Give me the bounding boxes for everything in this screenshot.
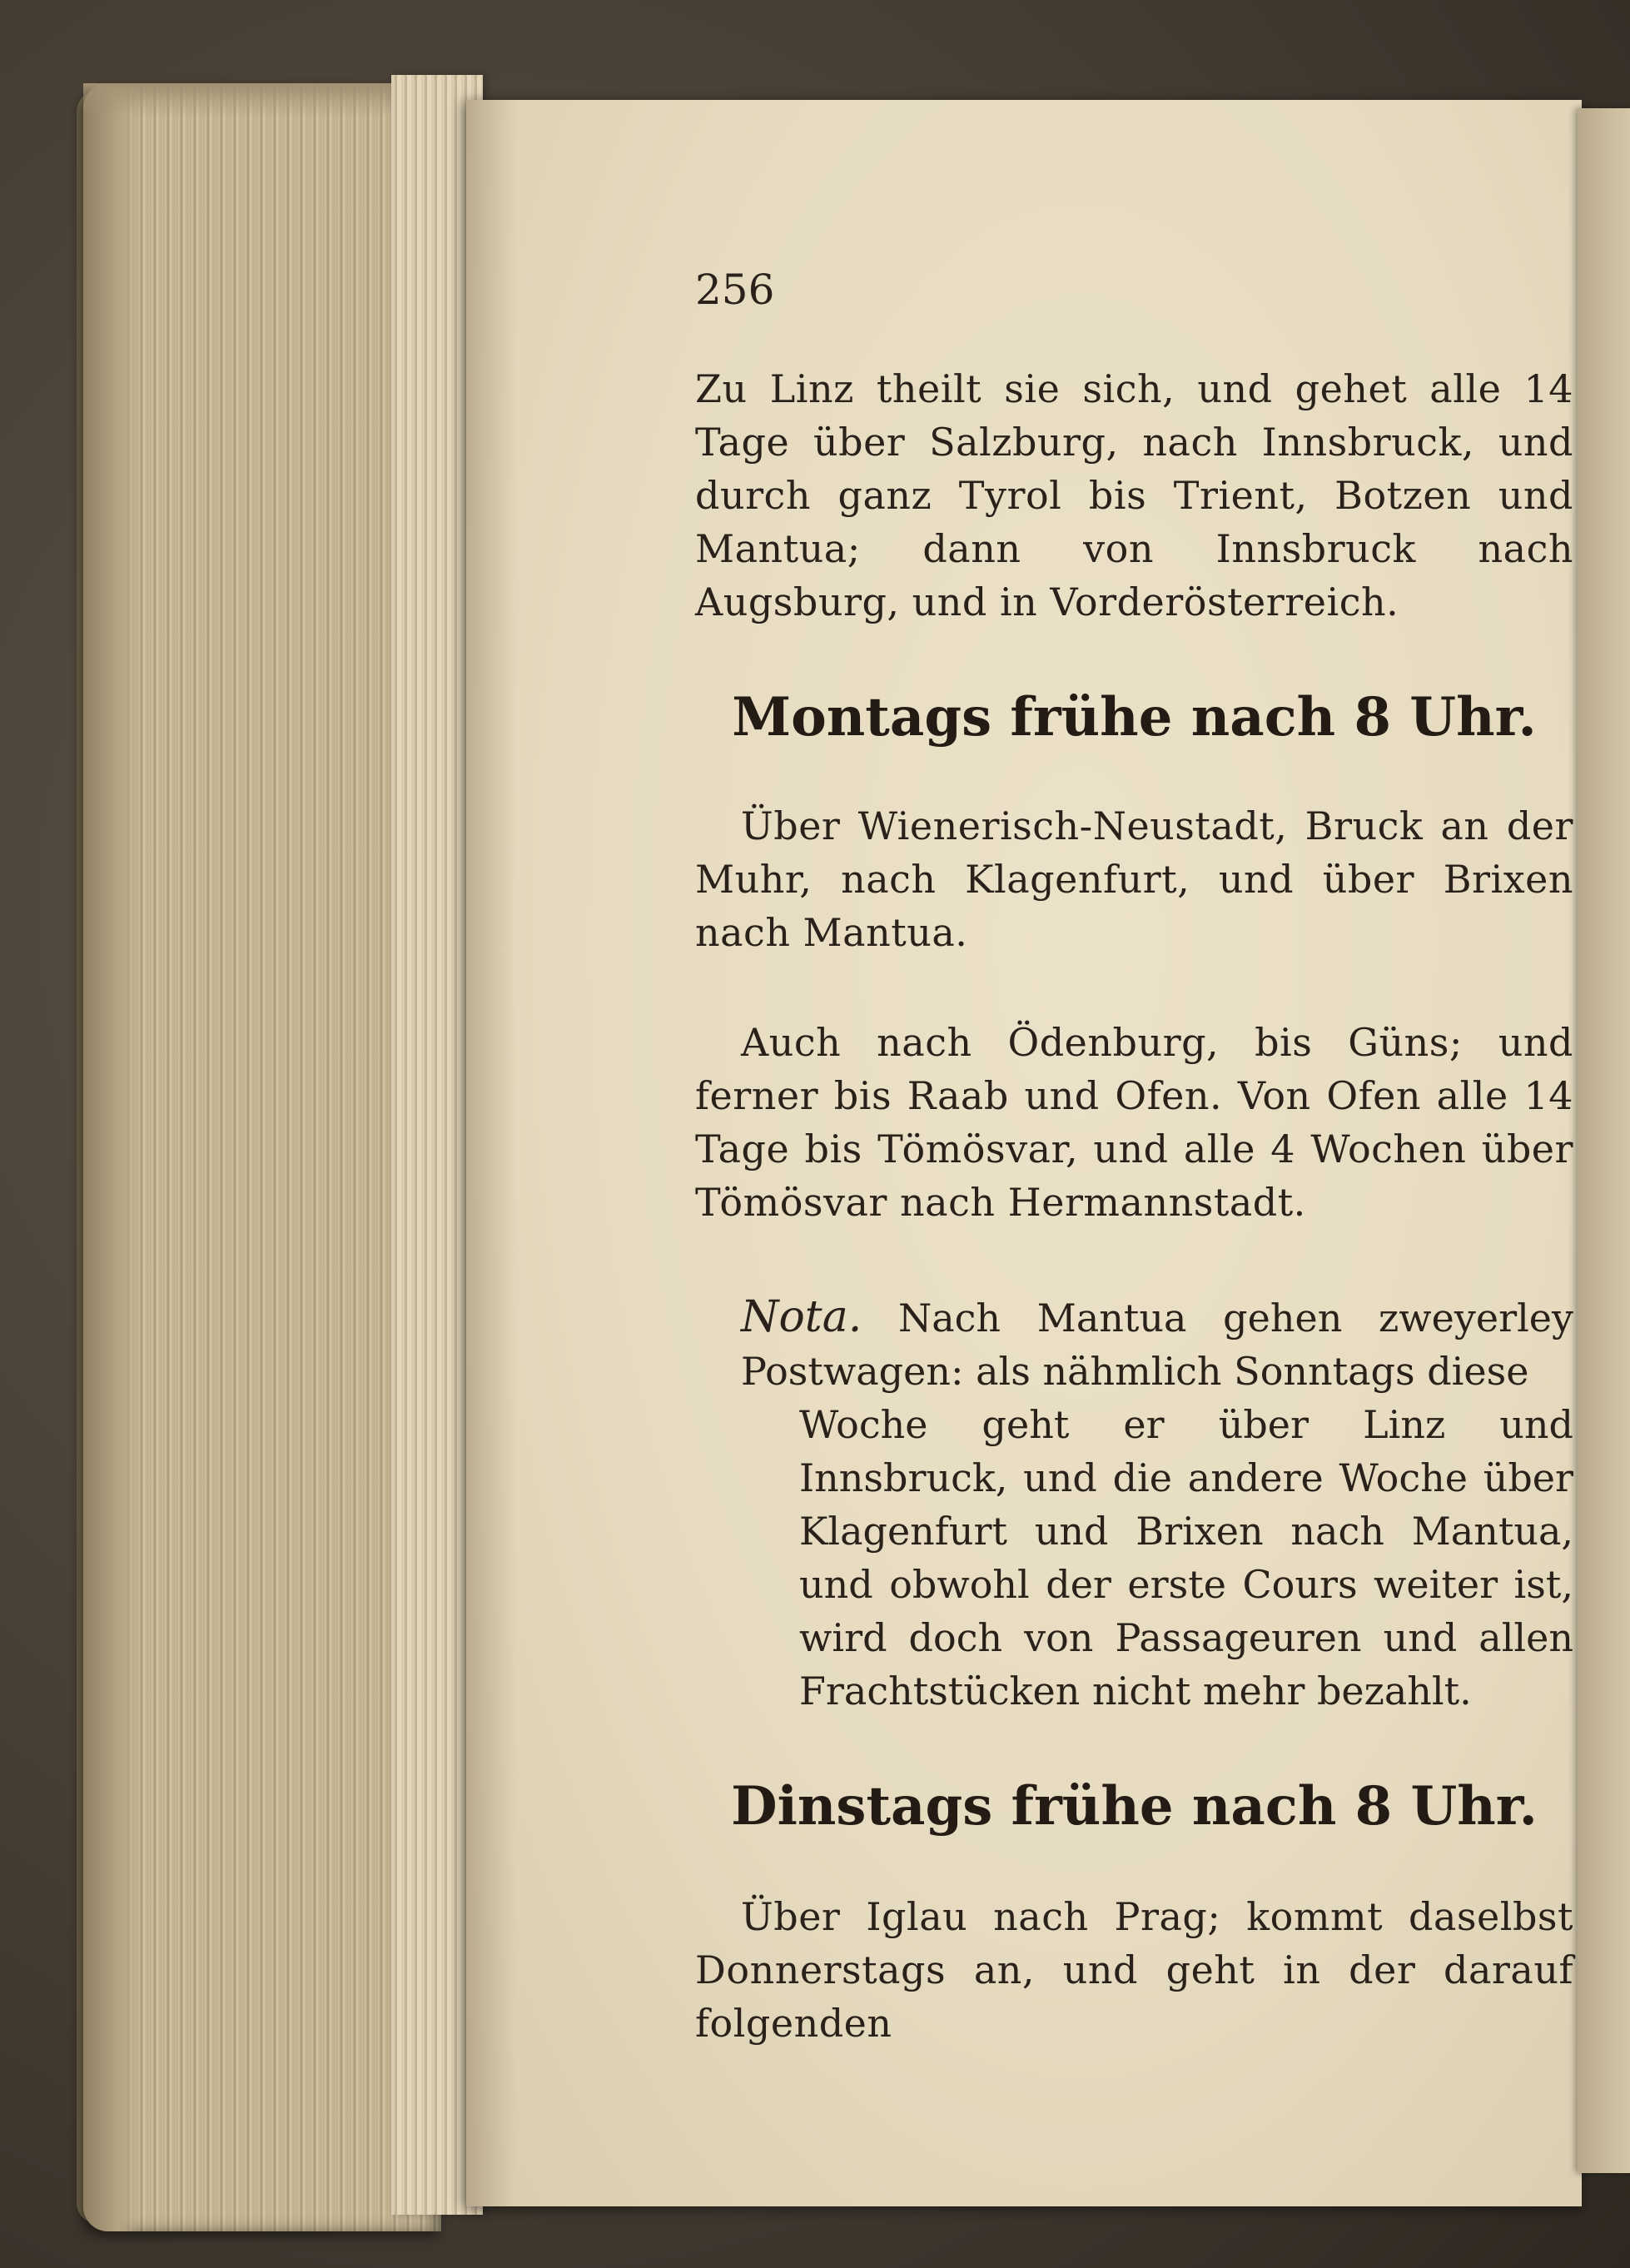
paragraph-neustadt-route: Über Wienerisch-Neustadt, Bruck an der Muhr, nach Klagenfurt, und über Brixen nach Mantua. [695, 803, 1573, 955]
nota-body: Woche geht er über Linz und Innsbruck, und die andere Woche über Klagenfurt und Brixen nach Mantua, und obwohl der erste Cours weiter ist, wird doch von Passageuren und allen Frachtstücken nicht mehr bezahlt. [799, 1402, 1573, 1713]
nota-first-text: Nach Mantua gehen zweyerley Postwagen: als nähmlich Sonntags diese [741, 1296, 1573, 1394]
heading-text: Montags frühe nach 8 Uhr. [732, 686, 1537, 749]
paragraph-iglau-route: Über Iglau nach Prag; kommt daselbst Donnerstags an, und geht in der darauf folgenden [695, 1894, 1573, 2046]
nota-block [741, 1291, 1573, 1718]
section-heading-monday [695, 684, 1573, 751]
paragraph-oedenburg-route: Auch nach Ödenburg, bis Güns; und ferner bis Raab und Ofen. Von Ofen alle 14 Tage bis Tömösvar, und alle 4 Wochen über Tömösvar nach Hermannstadt. [695, 1020, 1573, 1225]
nota-label: Nota. [741, 1292, 862, 1342]
book-page-edges [83, 83, 441, 2231]
page-number: 256 [695, 266, 775, 314]
section-heading-tuesday [695, 1773, 1573, 1840]
heading-text: Dinstags frühe nach 8 Uhr. [731, 1775, 1538, 1838]
paragraph-linz-route: Zu Linz theilt sie sich, und gehet alle 14 Tage über Salzburg, nach Innsbruck, und durch ganz Tyrol bis Trient, Botzen und Mantua; dann von Innsbruck nach Augsburg, und in Vorderösterreich. [695, 366, 1573, 624]
nota-first-line [741, 1291, 1573, 1398]
facing-page-edge [1578, 108, 1630, 2173]
